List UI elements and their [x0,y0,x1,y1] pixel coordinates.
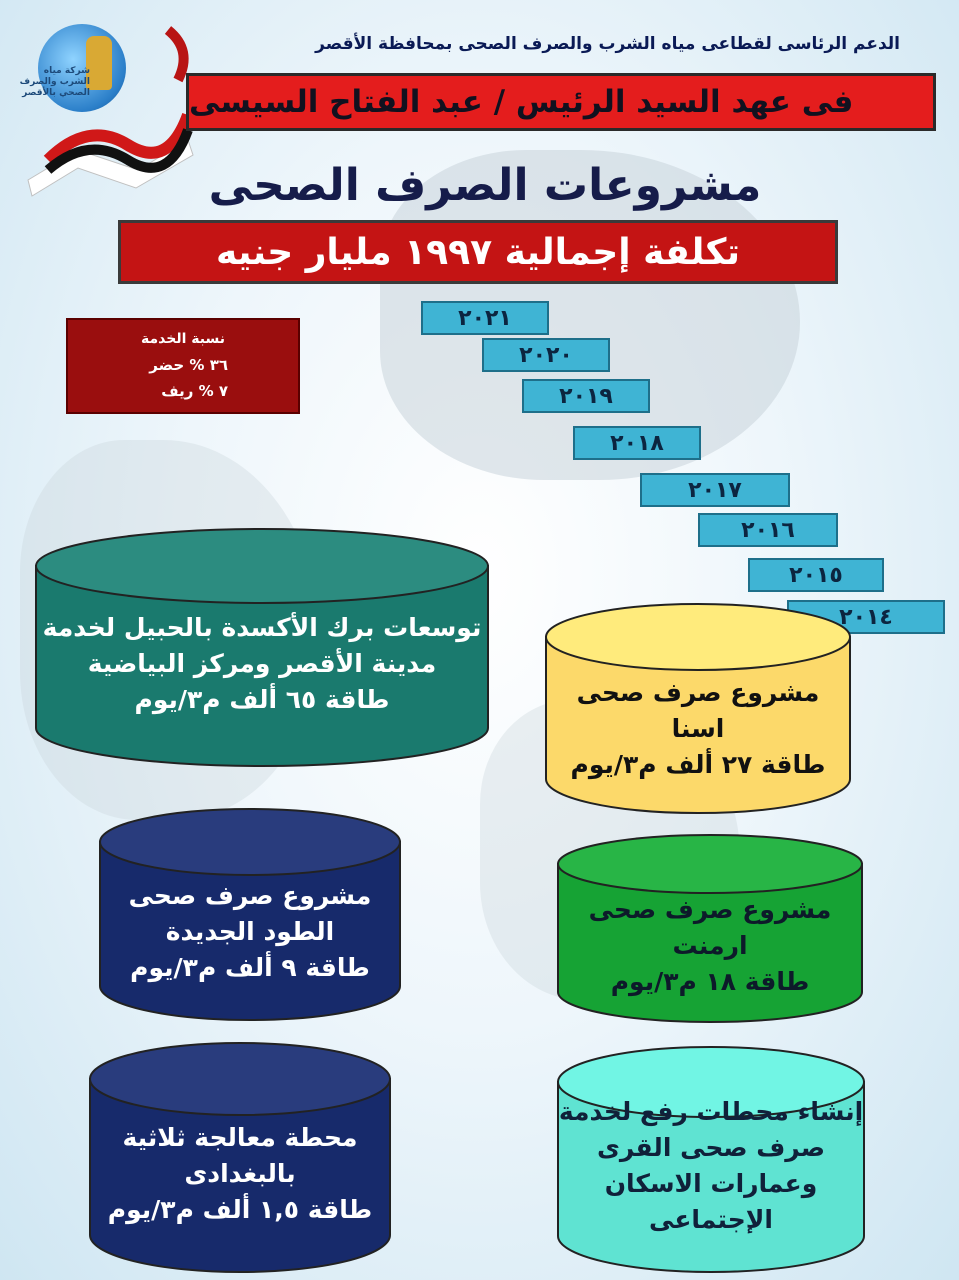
year-label: ٢٠١٤ [787,600,945,634]
project-cylinder [98,808,402,1022]
year-label: ٢٠١٩ [522,379,650,413]
total-cost-banner: تكلفة إجمالية ١٩٩٧ مليار جنيه [118,220,838,284]
project-line: وعمارات الاسكان [604,1169,818,1198]
project-line: طاقة ١٨ م٣/يوم [610,967,810,996]
year-label: ٢٠٢١ [421,301,549,335]
year-label: ٢٠١٨ [573,426,701,460]
project-line: الإجتماعى [649,1205,773,1234]
cylinder-top [546,604,850,670]
project-line: طاقة ٢٧ ألف م٣/يوم [570,750,826,779]
era-banner: فى عهد السيد الرئيس / عبد الفتاح السيسى [186,73,936,131]
presidential-support-heading: الدعم الرئاسى لقطاعى مياه الشرب والصرف الصحى بمحافظة الأقصر [315,34,900,54]
project-line: توسعات برك الأكسدة بالحبيل لخدمة [42,613,482,642]
project-line: مشروع صرف صحى [588,895,832,924]
project-line: مدينة الأقصر ومركز البياضية [87,649,437,678]
project-description [98,878,402,986]
project-cylinder [556,834,864,1024]
year-label: ٢٠١٦ [698,513,838,547]
project-line: مشروع صرف صحى [128,881,372,910]
year-label: ٢٠١٧ [640,473,790,507]
project-description [544,675,852,783]
project-line: طاقة ١,٥ ألف م٣/يوم [107,1195,373,1224]
project-line: بالبغدادى [184,1159,296,1188]
project-cylinder [544,603,852,815]
project-description [88,1120,392,1228]
project-line: طاقة ٩ ألف م٣/يوم [130,953,370,982]
cylinder-top [90,1043,390,1115]
logo-text: شركة مياه الشرب والصرف الصحي بالأقصر [19,66,90,98]
cylinder-top [100,809,400,875]
project-description [556,892,864,1000]
service-rate-box [66,318,300,414]
project-line: صرف صحى القرى [596,1133,826,1162]
page-title: مشروعات الصرف الصحى [208,160,762,211]
year-label: ٢٠٢٠ [482,338,610,372]
project-line: اسنا [671,714,725,743]
project-line: مشروع صرف صحى [576,678,820,707]
project-cylinder [556,1046,866,1274]
year-label: ٢٠١٥ [748,558,884,592]
project-line: ارمنت [672,931,748,960]
project-line: طاقة ٦٥ ألف م٣/يوم [134,685,390,714]
cylinder-top [558,835,862,893]
project-cylinder [34,528,490,768]
project-cylinder [88,1042,392,1274]
project-line: إنشاء محطات رفع لخدمة [558,1097,864,1126]
project-line: محطة معالجة ثلاثية [122,1123,358,1152]
project-line: الطود الجديدة [165,917,335,946]
project-description [556,1094,866,1238]
service-rate-urban: ٣٦ % حضر [149,356,228,374]
cylinder-top [36,529,488,603]
service-rate-title: نسبة الخدمة [141,331,225,347]
project-description [34,610,490,718]
service-rate-rural: ٧ % ريف [161,382,228,400]
